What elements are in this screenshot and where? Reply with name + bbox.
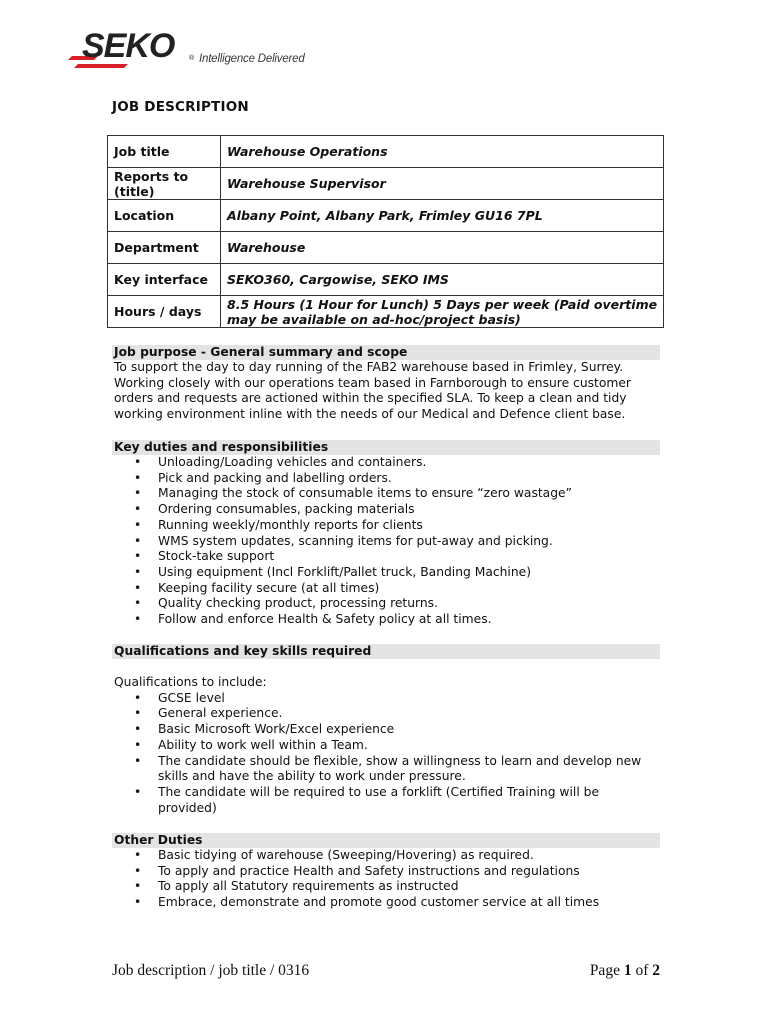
table-row — [108, 200, 664, 232]
list-item: • To apply and practice Health and Safety instructions and regulations — [158, 864, 660, 880]
department-value: Warehouse — [221, 232, 664, 264]
page-of: of — [631, 962, 653, 979]
job-title-value: Warehouse Operations — [221, 136, 664, 168]
list-item: • Stock-take support — [158, 549, 660, 565]
reports-to-label: Reports to (title) — [108, 168, 221, 200]
list-item: • Ability to work well within a Team. — [158, 738, 660, 754]
logo-registered-mark: ® — [189, 55, 195, 62]
qualifications-section — [112, 644, 660, 816]
key-interface-value: SEKO360, Cargowise, SEKO IMS — [221, 264, 664, 296]
job-purpose-heading: Job purpose - General summary and scope — [112, 345, 660, 360]
other-duties-heading: Other Duties — [112, 833, 660, 848]
page-prefix: Page — [589, 962, 624, 979]
list-item: • The candidate will be required to use a forklift (Certified Training will be provided) — [158, 785, 660, 816]
job-info-table — [107, 135, 664, 328]
footer-document-reference: Job description / job title / 0316 — [112, 962, 310, 979]
qualifications-heading: Qualifications and key skills required — [112, 644, 660, 659]
hours-days-label: Hours / days — [108, 296, 221, 328]
list-item: • Quality checking product, processing returns. — [158, 596, 660, 612]
list-item: • Basic Microsoft Work/Excel experience — [158, 722, 660, 738]
table-row — [108, 136, 664, 168]
hours-days-value: 8.5 Hours (1 Hour for Lunch) 5 Days per week (Paid overtime may be available on ad-hoc/project basis) — [221, 296, 664, 328]
table-row — [108, 296, 664, 328]
list-item: • Using equipment (Incl Forklift/Pallet truck, Banding Machine) — [158, 565, 660, 581]
other-duties-section — [112, 833, 660, 911]
page-total: 2 — [652, 962, 660, 979]
list-item: • Unloading/Loading vehicles and containers. — [158, 455, 660, 471]
job-purpose-text: To support the day to day running of the FAB2 warehouse based in Frimley, Surrey. Working closely with our operations team based in Farnborough to ensure customer orders and requests are actioned within the specified SLA. To keep a clean and tidy working environment inline with the needs of our Medical and Defence client base. — [114, 360, 631, 422]
key-interface-label: Key interface — [108, 264, 221, 296]
list-item: • Basic tidying of warehouse (Sweeping/Hovering) as required. — [158, 848, 660, 864]
list-item: • General experience. — [158, 706, 660, 722]
list-item: • Managing the stock of consumable items to ensure “zero wastage” — [158, 486, 660, 502]
list-item: • To apply all Statutory requirements as instructed — [158, 879, 660, 895]
list-item: • Ordering consumables, packing materials — [158, 502, 660, 518]
list-item: • The candidate should be flexible, show a willingness to learn and develop new skills and have the ability to work under pressure. — [158, 754, 660, 785]
location-value: Albany Point, Albany Park, Frimley GU16 7PL — [221, 200, 664, 232]
list-item: • Pick and packing and labelling orders. — [158, 471, 660, 487]
key-duties-list — [112, 455, 660, 628]
qualifications-list — [112, 691, 660, 817]
department-label: Department — [108, 232, 221, 264]
logo-tagline: Intelligence Delivered — [199, 53, 305, 65]
table-row — [108, 232, 664, 264]
document-title: JOB DESCRIPTION — [112, 99, 249, 115]
job-purpose-section — [112, 345, 660, 423]
logo-wordmark: SEKO — [82, 27, 175, 65]
list-item: • GCSE level — [158, 691, 660, 707]
list-item: • Keeping facility secure (at all times) — [158, 581, 660, 597]
list-item: • Follow and enforce Health & Safety policy at all times. — [158, 612, 660, 628]
other-duties-list — [112, 848, 660, 911]
list-item: • Running weekly/monthly reports for clients — [158, 518, 660, 534]
seko-logo — [68, 24, 308, 74]
page-current: 1 — [623, 962, 632, 979]
job-title-label: Job title — [108, 136, 221, 168]
table-row — [108, 264, 664, 296]
footer-page-number — [590, 962, 660, 980]
list-item: • WMS system updates, scanning items for put-away and picking. — [158, 534, 660, 550]
qualifications-intro: Qualifications to include: — [114, 675, 267, 689]
list-item: • Embrace, demonstrate and promote good customer service at all times — [158, 895, 660, 911]
key-duties-section — [112, 440, 660, 628]
reports-to-value: Warehouse Supervisor — [221, 168, 664, 200]
location-label: Location — [108, 200, 221, 232]
key-duties-heading: Key duties and responsibilities — [112, 440, 660, 455]
table-row — [108, 168, 664, 200]
